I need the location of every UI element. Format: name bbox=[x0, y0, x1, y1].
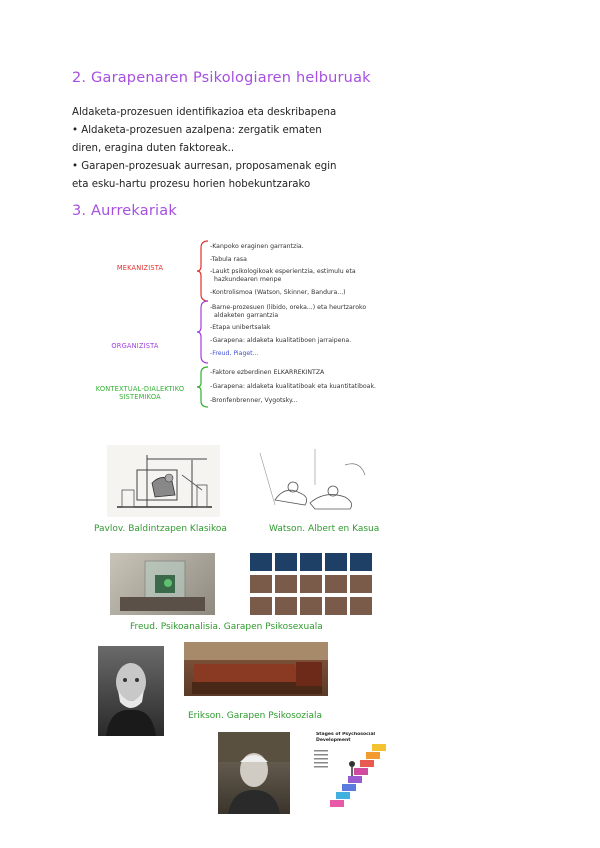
model-label-organizista: ORGANIZISTA bbox=[111, 342, 159, 350]
watson-photo-grid bbox=[250, 553, 372, 615]
erikson-stages-chart bbox=[306, 732, 390, 810]
model-item: -Kontrolismoa (Watson, Skinner, Bandura...) bbox=[210, 289, 346, 296]
model-item: -Bronfenbrenner, Vygotsky... bbox=[210, 397, 298, 404]
paragraph-line: diren, eragina duten faktoreak.. bbox=[72, 143, 235, 154]
caption-watson: Watson. Albert en Kasua bbox=[269, 524, 380, 534]
paragraph-line: Aldaketa-prozesuen identifikazioa eta deskribapena bbox=[72, 107, 337, 118]
model-item: -Barne-prozesuen (libido, oreka...) eta heurtzaroko bbox=[210, 304, 367, 311]
section-2-heading: 2. Garapenaren Psikologiaren helburuak bbox=[72, 70, 371, 86]
model-item: -Garapena: aldaketa kualitatiboen jarraipena. bbox=[210, 337, 352, 344]
brace-mekanizista bbox=[196, 240, 210, 302]
model-item: aldaketen garrantzia bbox=[214, 312, 279, 319]
model-item: -Garapena: aldaketa kualitatiboak eta kuantitatiboak. bbox=[210, 383, 377, 390]
freud-portrait-image bbox=[98, 646, 164, 736]
model-item: -Etapa unibertsalak bbox=[210, 324, 271, 331]
erikson-portrait-image bbox=[218, 732, 290, 814]
section-2-paragraph bbox=[72, 104, 372, 194]
paragraph-line: • Aldaketa-prozesuen azalpena: zergatik ematen bbox=[72, 125, 322, 136]
model-label-mekanizista: MEKANIZISTA bbox=[116, 264, 164, 272]
freud-divan-image bbox=[184, 642, 328, 696]
model-label-kontextual bbox=[80, 385, 200, 401]
brace-organizista bbox=[196, 300, 210, 364]
paragraph-line: eta esku-hartu prozesu horien hobekuntzarako bbox=[72, 179, 311, 190]
model-label-line: KONTEXTUAL-DIALEKTIKO bbox=[95, 385, 185, 393]
caption-freud: Freud. Psikoanalisia. Garapen Psikosexuala bbox=[130, 622, 323, 632]
watson-albert-image bbox=[255, 445, 375, 517]
erikson-chart-title-line: Development bbox=[316, 737, 351, 743]
caption-erikson: Erikson. Garapen Psikosoziala bbox=[188, 711, 323, 721]
model-item: -Laukt psikologikoak esperientzia, estimulu eta bbox=[210, 268, 356, 275]
model-item: -Faktore ezberdinen ELKARREKINTZA bbox=[210, 369, 325, 376]
caption-pavlov: Pavlov. Baldintzapen Klasikoa bbox=[94, 524, 227, 534]
model-item: -Freud, Piaget... bbox=[210, 350, 259, 357]
paragraph-line: • Garapen-prozesuak aurresan, proposamenak egin bbox=[72, 161, 337, 172]
section-3-heading: 3. Aurrekariak bbox=[72, 203, 177, 219]
erikson-chart-title-line: Stages of Psychosocial bbox=[316, 732, 376, 737]
brace-kontextual bbox=[196, 366, 210, 408]
pavlov-experiment-image bbox=[107, 445, 220, 517]
freud-couch-image bbox=[110, 553, 215, 615]
model-item: -Kanpoko eraginen garrantzia. bbox=[210, 243, 304, 250]
model-item: -Tabula rasa bbox=[210, 256, 247, 263]
model-item: hazkundearen menpe bbox=[214, 276, 282, 283]
model-label-line: SISTEMIKOA bbox=[119, 393, 161, 401]
